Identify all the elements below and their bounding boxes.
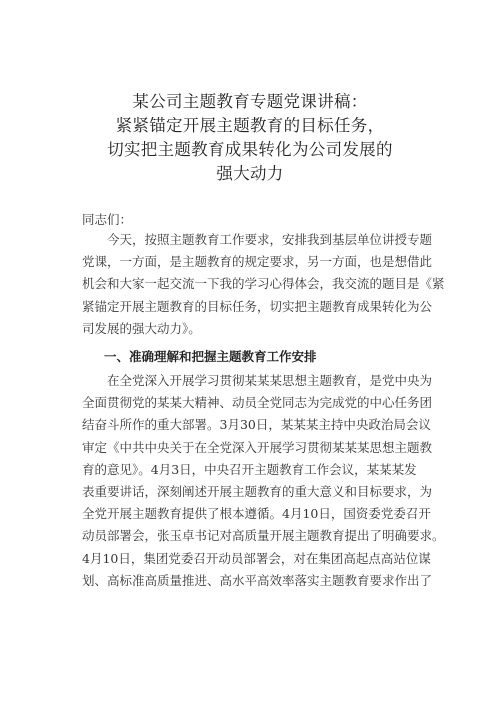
document-title-line-3: 切实把主题教育成果转化为公司发展的 [107, 140, 393, 159]
section-line: 育的意见》。4月3日，中央召开主题教育工作会议，某某某发 [82, 461, 417, 477]
intro-line: 机会和大家一起交流一下我的学习心得体会，我交流的题目是《紧 [82, 276, 445, 292]
salutation: 同志们： [82, 212, 133, 227]
section-line: 动员部署会，张玉卓书记对高质量开展主题教育提出了明确要求。 [82, 528, 445, 544]
section-line: 全党开展主题教育提供了根本遵循。4月10日，国资委党委召开 [82, 506, 431, 522]
document-title-line-4: 强大动力 [216, 164, 284, 183]
section-line: 在全党深入开展学习贯彻某某某思想主题教育，是党中央为 [82, 373, 433, 388]
section-line: 4月10日，集团党委召开动员部署会，对在集团高起点高站位谋 [82, 550, 431, 566]
document-title-line-1: 某公司主题教育专题党课讲稿： [132, 92, 368, 111]
section-line: 审定《中共中央关于在全党深入开展学习贯彻某某某思想主题教 [82, 439, 433, 455]
intro-line: 党课，一方面，是主题教育的规定要求，另一方面，也是想借此 [82, 254, 433, 270]
section-line: 全面贯彻党的某某大精神、动员全党同志为完成党的中心任务团 [82, 395, 433, 411]
document-title-line-2: 紧紧锚定开展主题教育的目标任务， [115, 116, 385, 135]
section-line: 划、高标准高质量推进、高水平高效率落实主题教育要求作出了 [82, 572, 433, 588]
section-line: 表重要讲话，深刻阐述开展主题教育的重大意义和目标要求，为 [82, 483, 433, 499]
section-line: 结奋斗所作的重大部署。3月30日，某某某主持中央政治局会议 [82, 417, 431, 433]
intro-paragraph [82, 229, 445, 340]
intro-line: 今天，按照主题教育工作要求，安排我到基层单位讲授专题 [82, 232, 433, 247]
intro-line: 司发展的强大动力》。 [82, 320, 201, 336]
section-heading: 一、准确理解和把握主题教育工作安排 [104, 349, 317, 364]
section-paragraph [82, 370, 445, 592]
intro-line: 紧锚定开展主题教育的目标任务，切实把主题教育成果转化为公 [82, 298, 433, 314]
